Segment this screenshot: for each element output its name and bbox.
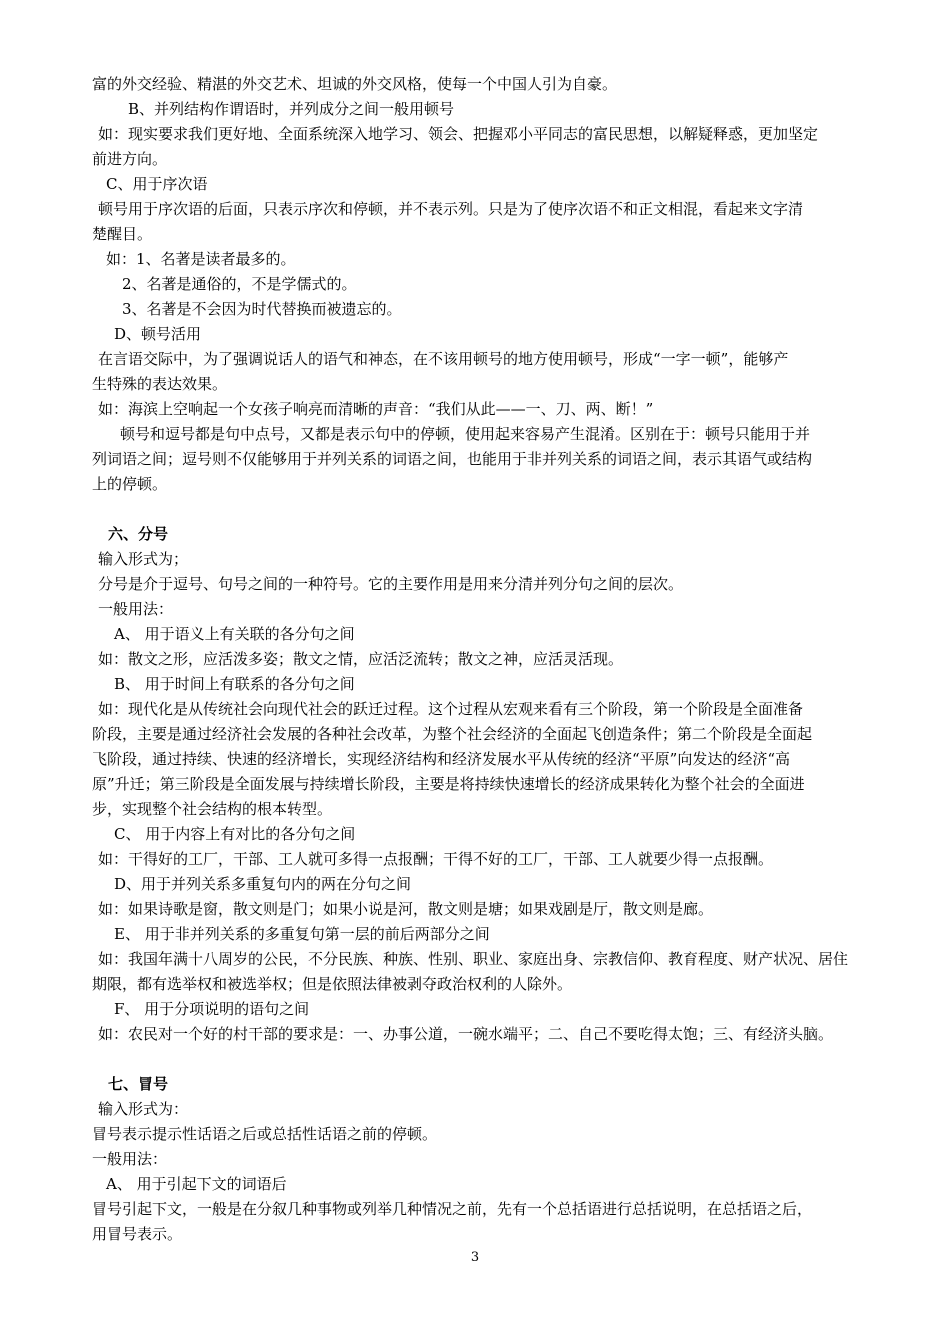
text-line: C、用于序次语 [106,175,208,193]
text-line: F、 用于分项说明的语句之间 [114,1000,310,1018]
text-line: 如：农民对一个好的村干部的要求是：一、办事公道，一碗水端平；二、自己不要吃得太饱；三、有经济头脑。 [98,1025,834,1043]
text-line: A、 用于语义上有关联的各分句之间 [114,625,355,643]
page-number: 3 [470,1250,480,1265]
text-line: 飞阶段，通过持续、快速的经济增长，实现经济结构和经济发展水平从传统的经济“平原”向发达的经济“高 [92,750,791,768]
text-line: 如：海滨上空响起一个女孩子响亮而清晰的声音：“我们从此——一、刀、两、断！” [98,400,654,418]
text-line: D、顿号活用 [114,325,202,343]
text-line: D、用于并列关系多重复句内的两在分句之间 [114,875,412,893]
text-line: 2、名著是通俗的，不是学儒式的。 [122,275,357,293]
text-line: 阶段，主要是通过经济社会发展的各种社会改革，为整个社会经济的全面起飞创造条件；第二个阶段是全面起 [92,725,813,743]
text-line: 在言语交际中，为了强调说话人的语气和神态，在不该用顿号的地方使用顿号，形成“一字一顿”，能够产 [98,350,789,368]
text-line: 如：现代化是从传统社会向现代社会的跃迁过程。这个过程从宏观来看有三个阶段，第一个阶段是全面准备 [98,700,804,718]
text-line: 输入形式为： [98,1100,189,1118]
text-line: 列词语之间；逗号则不仅能够用于并列关系的词语之间，也能用于非并列关系的词语之间，表示其语气或结构 [92,450,813,468]
text-line: 如：我国年满十八周岁的公民，不分民族、种族、性别、职业、家庭出身、宗教信仰、教育程度、财产状况、居住 [98,950,849,968]
text-line: 顿号和逗号都是句中点号，又都是表示句中的停顿，使用起来容易产生混淆。区别在于：顿号只能用于并 [120,425,811,443]
text-line: 期限，都有选举权和被选举权；但是依照法律被剥夺政治权利的人除外。 [92,975,573,993]
text-line: 原”升迁；第三阶段是全面发展与持续增长阶段，主要是将持续快速增长的经济成果转化为整个社会的全面进 [92,775,805,793]
text-line: 3、名著是不会因为时代替换而被遗忘的。 [122,300,402,318]
section-heading: 六、分号 [108,525,169,543]
text-line: C、 用于内容上有对比的各分句之间 [114,825,356,843]
text-line: 如：现实要求我们更好地、全面系统深入地学习、领会、把握邓小平同志的富民思想，以解疑释惑，更加坚定 [98,125,819,143]
text-line: B、 用于时间上有联系的各分句之间 [114,675,355,693]
text-line: 冒号引起下文，一般是在分叙几种事物或列举几种情况之前，先有一个总括语进行总括说明，在总括语之后， [92,1200,813,1218]
text-line: 生特殊的表达效果。 [92,375,228,393]
text-line: E、 用于非并列关系的多重复句第一层的前后两部分之间 [114,925,490,943]
text-line: 用冒号表示。 [92,1225,183,1243]
text-line: 步，实现整个社会结构的根本转型。 [92,800,333,818]
text-line: 楚醒目。 [92,225,153,243]
text-line: 冒号表示提示性话语之后或总括性话语之前的停顿。 [92,1125,438,1143]
text-line: 上的停顿。 [92,475,168,493]
text-line: 如：干得好的工厂，干部、工人就可多得一点报酬；干得不好的工厂，干部、工人就要少得一点报酬。 [98,850,774,868]
text-line: 如：1、名著是读者最多的。 [106,250,296,268]
text-line: 顿号用于序次语的后面，只表示序次和停顿，并不表示列。只是为了使序次语不和正文相混，看起来文字清 [98,200,804,218]
section-heading: 七、冒号 [108,1075,169,1093]
text-line: A、 用于引起下文的词语后 [106,1175,287,1193]
text-line: 富的外交经验、精湛的外交艺术、坦诚的外交风格，使每一个中国人引为自豪。 [92,75,618,93]
text-line: 分号是介于逗号、句号之间的一种符号。它的主要作用是用来分清并列分句之间的层次。 [98,575,684,593]
text-line: 前进方向。 [92,150,168,168]
text-line: 一般用法： [92,1150,168,1168]
text-line: 输入形式为； [98,550,189,568]
text-line: 如：散文之形，应活泼多姿；散文之情，应活泛流转；散文之神，应活灵活现。 [98,650,624,668]
text-line: 如：如果诗歌是窗，散文则是门；如果小说是河，散文则是塘；如果戏剧是厅，散文则是廊。 [98,900,714,918]
text-line: B、并列结构作谓语时，并列成分之间一般用顿号 [128,100,455,118]
text-line: 一般用法： [98,600,174,618]
